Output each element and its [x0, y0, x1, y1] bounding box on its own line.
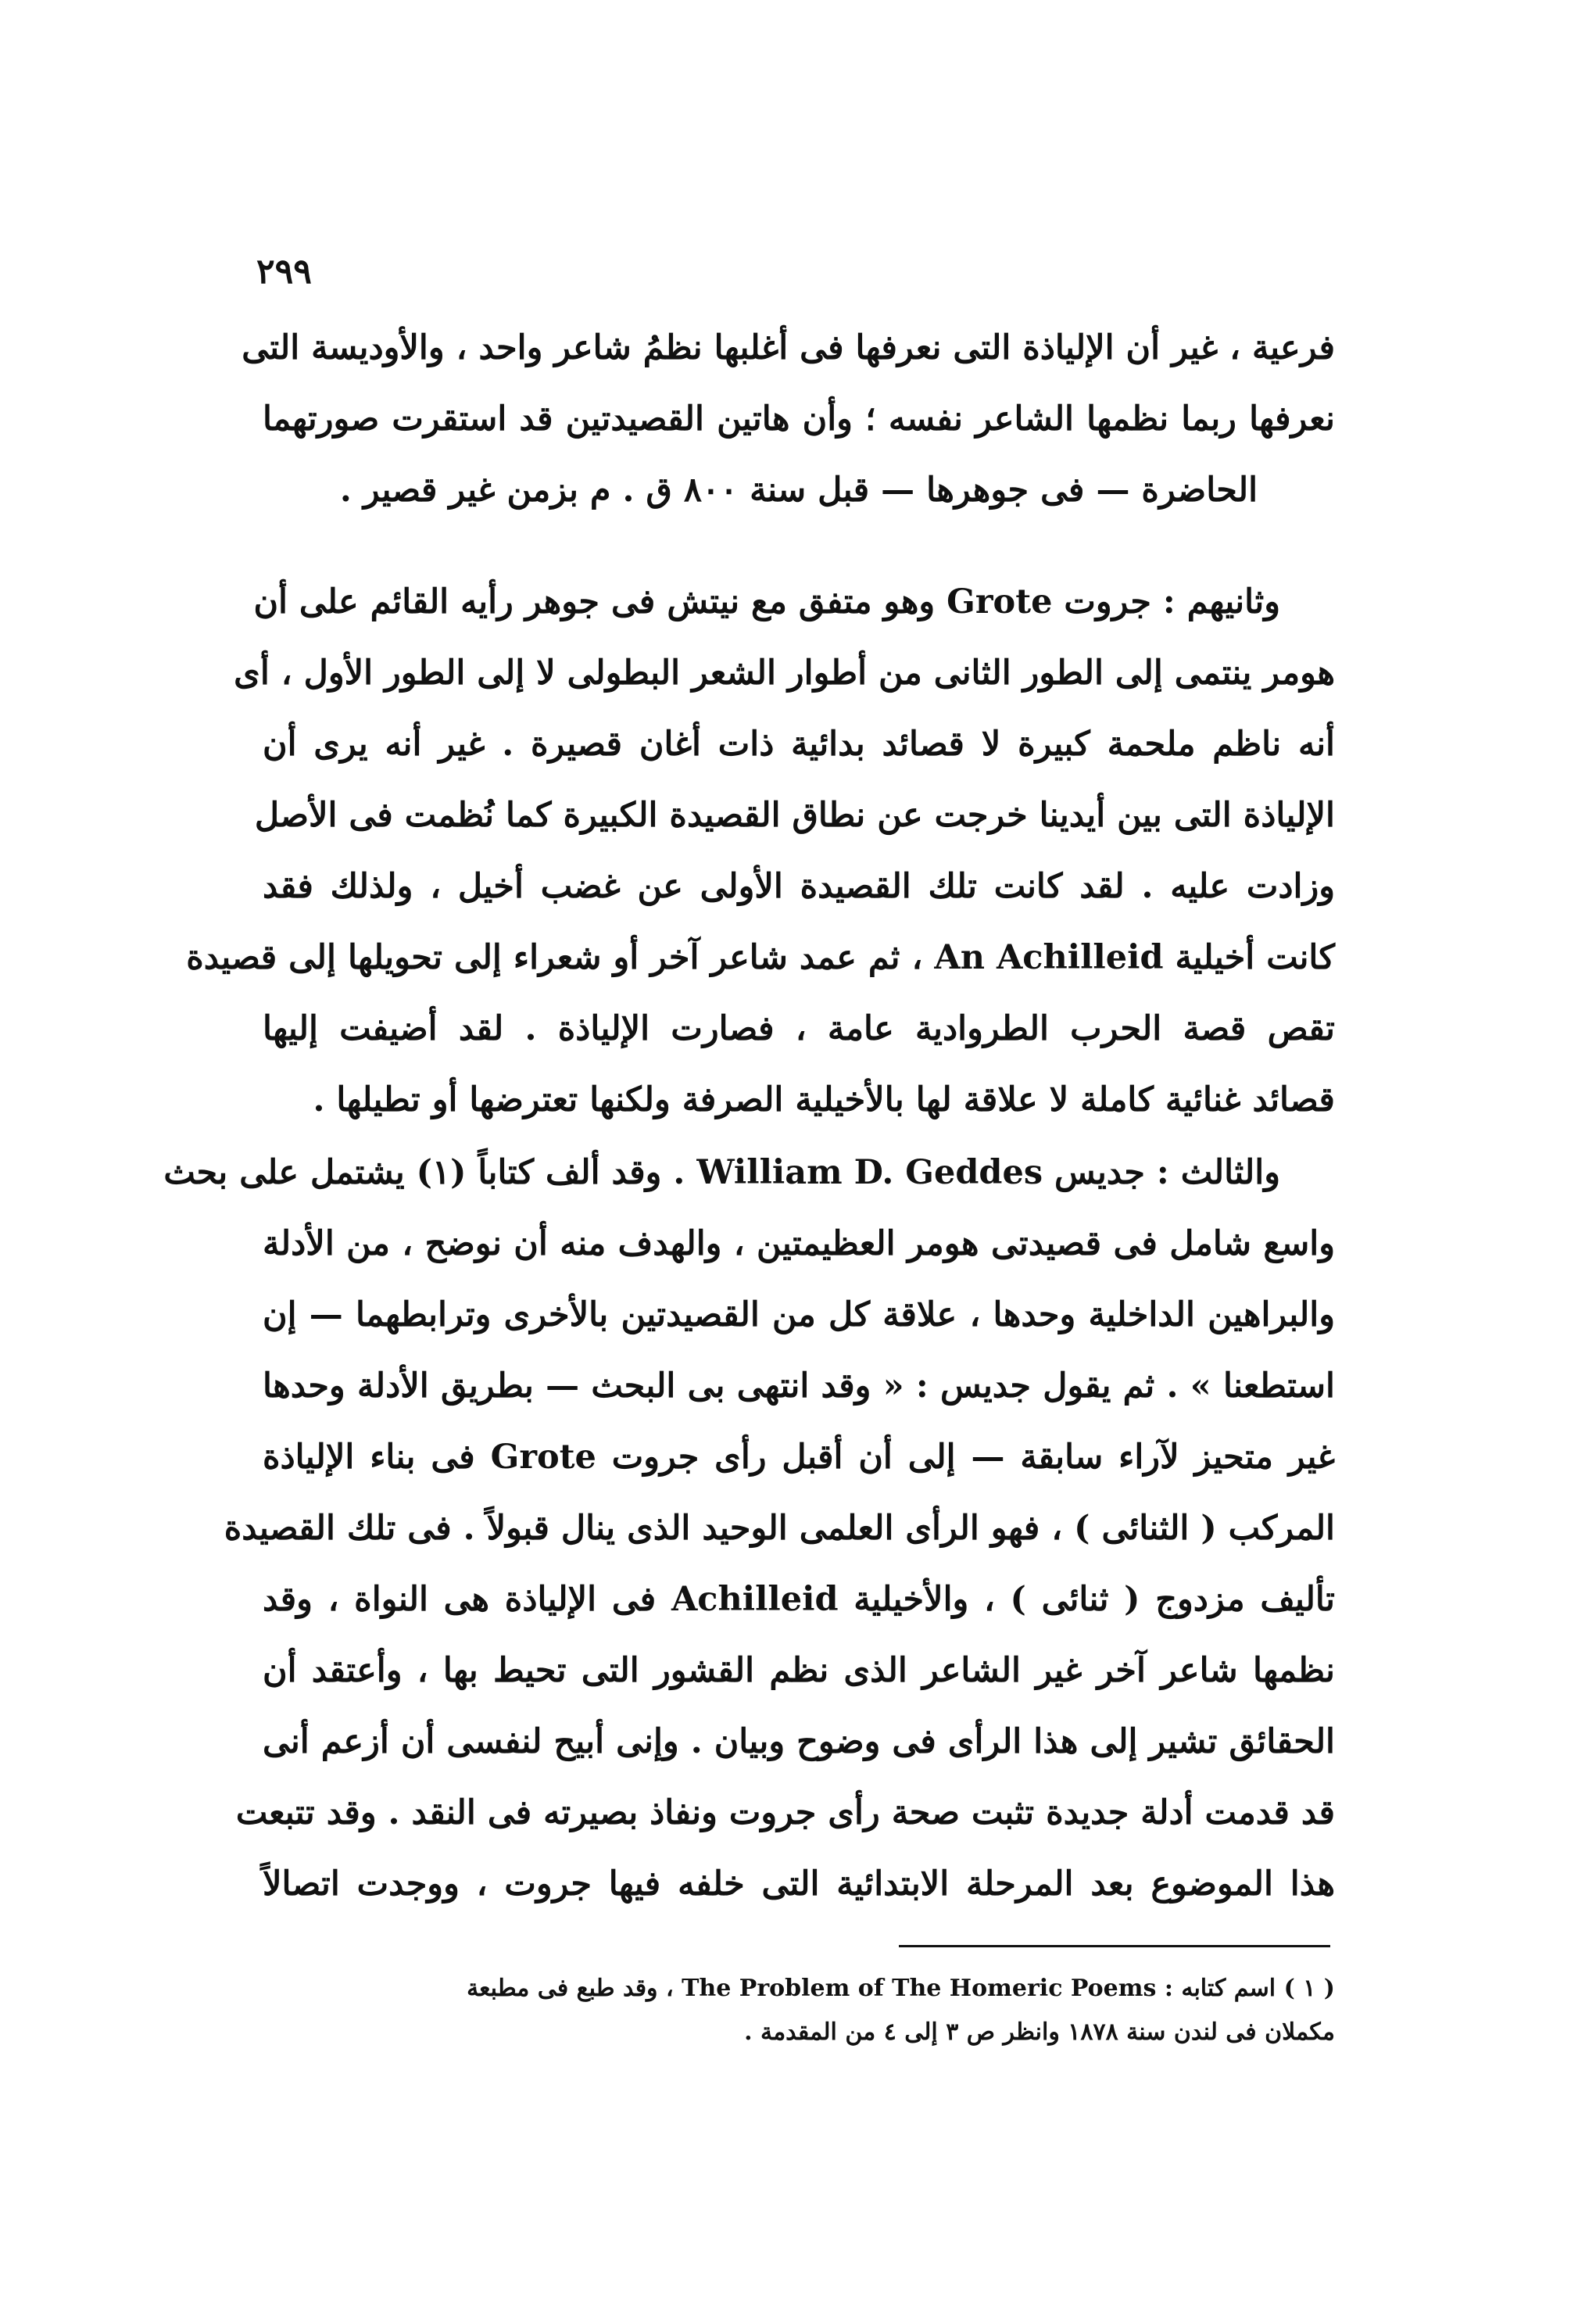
- page-number: ٢٩٩: [256, 252, 312, 292]
- paragraph-line: هذا الموضوع بعد المرحلة الابتدائية التى خلفه فيها جروت ، ووجدت اتصالاً: [263, 1864, 1335, 1904]
- paragraph-line: الحاضرة — فى جوهرها — قبل سنة ٨٠٠ ق . م بزمن غير قصير .: [339, 471, 1258, 510]
- paragraph-line: كانت أخيلية An Achilleid ، ثم عمد شاعر آخر أو شعراء إلى تحويلها إلى قصيدة: [186, 938, 1335, 977]
- paragraph-line: الحقائق تشير إلى هذا الرأى فى وضوح وبيان . وإنى أبيح لنفسى أن أزعم أنى: [263, 1722, 1335, 1761]
- paragraph-line: الإلياذة التى بين أيدينا خرجت عن نطاق القصيدة الكبيرة كما نُظمت فى الأصل: [254, 796, 1335, 835]
- paragraph-line: فرعية ، غير أن الإلياذة التى نعرفها فى أغلبها نظمُ شاعر واحد ، والأوديسة التى: [242, 328, 1335, 367]
- paragraph-line: تقص قصة الحرب الطروادية عامة ، فصارت الإلياذة . لقد أضيفت إليها: [263, 1009, 1335, 1048]
- paragraph-line: المركب ( الثنائى ) ، فهو الرأى العلمى الوحيد الذى ينال قبولاً . فى تلك القصيدة: [224, 1509, 1335, 1548]
- footnotes: [263, 1967, 1335, 2054]
- footnote-divider: [899, 1945, 1330, 1947]
- paragraph-line: نظمها شاعر آخر غير الشاعر الذى نظم القشور التى تحيط بها ، وأعتقد أن: [263, 1651, 1335, 1690]
- paragraph-3: [163, 1137, 1335, 1920]
- footnote-line: مكملان فى لندن سنة ١٨٧٨ وانظر ص ٣ إلى ٤ من المقدمة .: [744, 2018, 1335, 2046]
- paragraph-line: استطعنا » . ثم يقول جديس : « وقد انتهى بى البحث — بطريق الأدلة وحدها: [263, 1366, 1335, 1406]
- paragraph-line: قصائد غنائية كاملة لا علاقة لها بالأخيلية الصرفة ولكنها تعترضها أو تطيلها .: [313, 1080, 1335, 1119]
- footnote-line: ( ١ ) اسم كتابه : The Problem of The Homeric Poems ، وقد طبع فى مطبعة: [467, 1975, 1335, 2002]
- paragraph-1: [242, 313, 1335, 526]
- paragraph-line: أنه ناظم ملحمة كبيرة لا قصائد بدائية ذات أغان قصيرة . غير أنه يرى أن: [263, 725, 1335, 764]
- paragraph-line: هومر ينتمى إلى الطور الثانى من أطوار الشعر البطولى لا إلى الطور الأول ، أى: [234, 654, 1335, 693]
- paragraph-line: تأليف مزدوج ( ثنائى ) ، والأخيلية Achilleid فى الإلياذة هى النواة ، وقد: [263, 1580, 1335, 1619]
- paragraph-line: وزادت عليه . لقد كانت تلك القصيدة الأولى عن غضب أخيل ، ولذلك فقد: [263, 867, 1335, 906]
- paragraph-line: قد قدمت أدلة جديدة تثبت صحة رأى جروت ونفاذ بصيرته فى النقد . وقد تتبعت: [235, 1793, 1335, 1832]
- paragraph-2: [186, 567, 1335, 1136]
- paragraph-line: نعرفها ربما نظمها الشاعر نفسه ؛ وأن هاتين القصيدتين قد استقرت صورتهما: [263, 399, 1335, 439]
- paragraph-line: واسع شامل فى قصيدتى هومر العظيمتين ، والهدف منه أن نوضح ، من الأدلة: [263, 1224, 1335, 1263]
- paragraph-line: والبراهين الداخلية وحدها ، علاقة كل من القصيدتين بالأخرى وترابطهما — إن: [263, 1295, 1335, 1334]
- paragraph-line: غير متحيز لآراء سابقة — إلى أن أقبل رأى جروت Grote فى بناء الإلياذة: [263, 1438, 1335, 1477]
- paragraph-line: وثانيهم : جروت Grote وهو متفق مع نيتش فى جوهر رأيه القائم على أن: [253, 582, 1280, 621]
- paragraph-line: والثالث : جديس William D. Geddes . وقد ألف كتاباً (١) يشتمل على بحث: [163, 1153, 1280, 1192]
